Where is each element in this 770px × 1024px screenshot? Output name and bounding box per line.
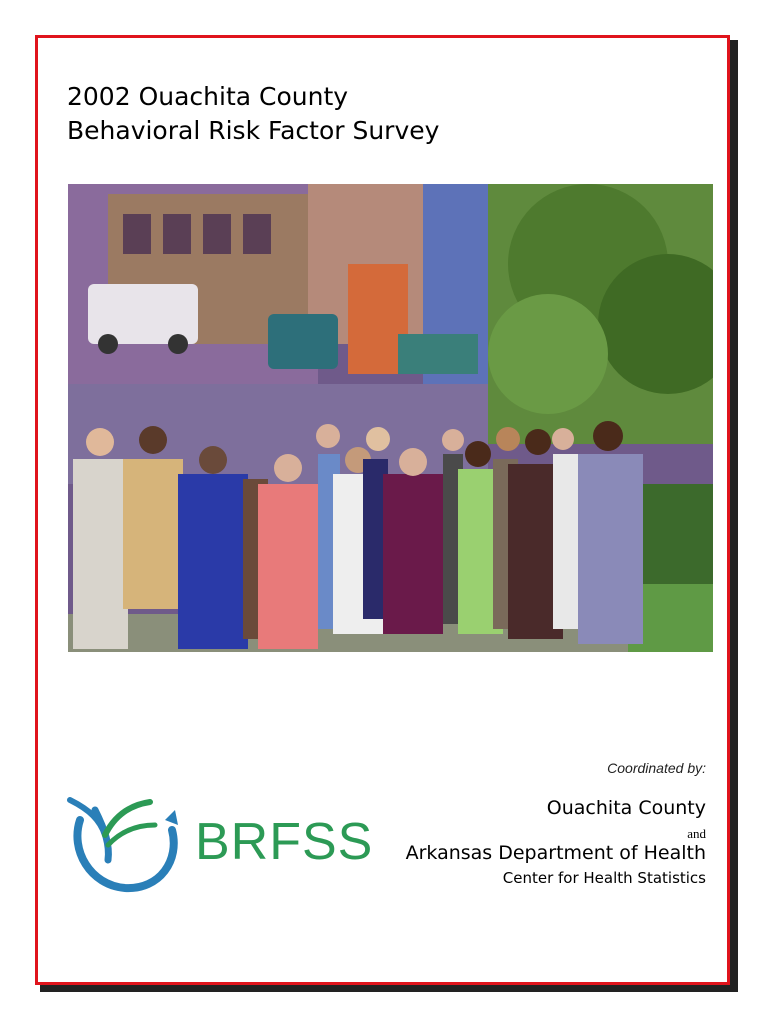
title-line-1: 2002 Ouachita County — [67, 82, 349, 111]
conjunction-and: and — [687, 826, 706, 841]
org-arkansas-dept-health: Arkansas Department of Health — [405, 842, 706, 864]
brfss-swirl-logo-icon — [60, 790, 185, 895]
title-line-2: Behavioral Risk Factor Survey — [67, 116, 440, 145]
brfss-logo-text: BRFSS — [195, 813, 374, 871]
brfss-logo — [60, 790, 390, 900]
group-photo — [68, 184, 713, 652]
org-ouachita-county: Ouachita County — [546, 797, 706, 819]
org-center-health-statistics: Center for Health Statistics — [502, 869, 706, 887]
document-title — [67, 80, 567, 148]
coordinated-by-label: Coordinated by: — [607, 760, 706, 776]
